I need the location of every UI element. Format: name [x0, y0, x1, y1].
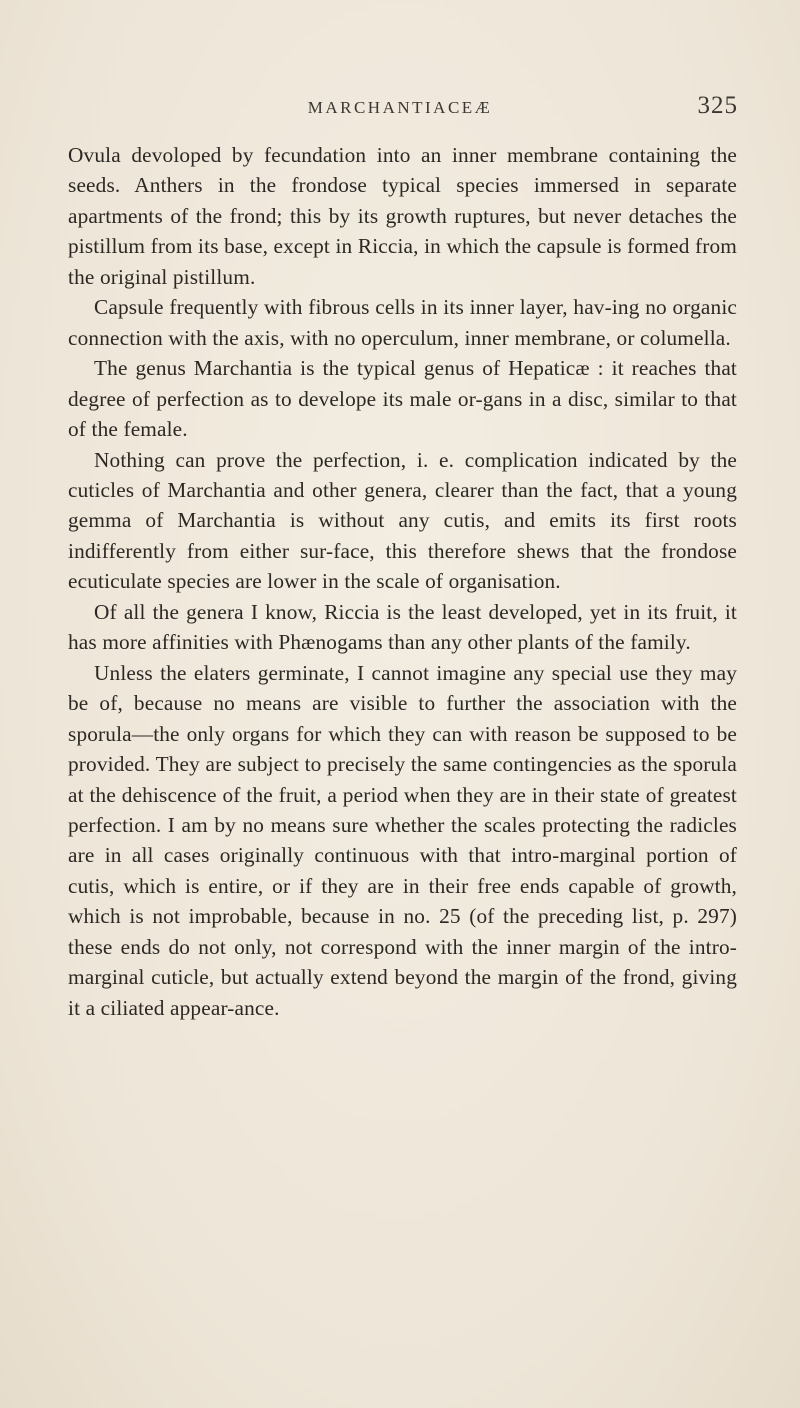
paragraph-ovula: Ovula devoloped by fecundation into an inner membrane containing the seeds. Anthers in the frondose typical species immersed in separate apartments of the frond; this by its growth ruptures, but never detaches the pistillum from its base, except in Riccia, in which the capsule is formed from the original pistillum. [68, 143, 737, 289]
body-text [68, 140, 737, 1023]
running-head: MARCHANTIACEÆ [307, 98, 493, 117]
paragraph-marchantia-genus: The genus Marchantia is the typical genus of Hepaticæ : it reaches that degree of perfection as to develope its male or-gans in a disc, similar to that of the female. [68, 356, 737, 442]
paragraph-riccia: Of all the genera I know, Riccia is the least developed, yet in its fruit, it has more affinities with Phænogams than any other plants of the family. [68, 599, 737, 655]
paragraph-elaters: Unless the elaters germinate, I cannot imagine any special use they may be of, because no means are visible to further the association with the sporula—the only organs for which they can with reason be supposed to be provided. They are subject to precisely the same contingencies as the sporula at the dehiscence of the fruit, a period when they are in their state of greatest perfection. I am by no means sure whether the scales protecting the radicles are in all cases originally continuous with that intro-marginal portion of cutis, which is entire, or if they are in their free ends capable of growth, which is not improbable, because in no. 25 (of the preceding list, p. 297) these ends do not only, not correspond with the inner margin of the intro-marginal cuticle, but actually extend beyond the margin of the frond, giving it a ciliated appear-ance. [68, 660, 737, 1020]
paragraph-capsule: Capsule frequently with fibrous cells in its inner layer, hav-ing no organic connection with the axis, with no operculum, inner membrane, or columella. [68, 295, 737, 350]
page-header [60, 92, 740, 132]
paragraph-cuticles: Nothing can prove the perfection, i. e. complication indicated by the cuticles of Marchantia and other genera, clearer than the fact, that a young gemma of Marchantia is without any cutis, and emits its first roots indifferently from either sur-face, this therefore shews that the frondose ecuticulate species are lower in the scale of organisation. [68, 447, 737, 594]
page-number: 325 [697, 92, 738, 119]
